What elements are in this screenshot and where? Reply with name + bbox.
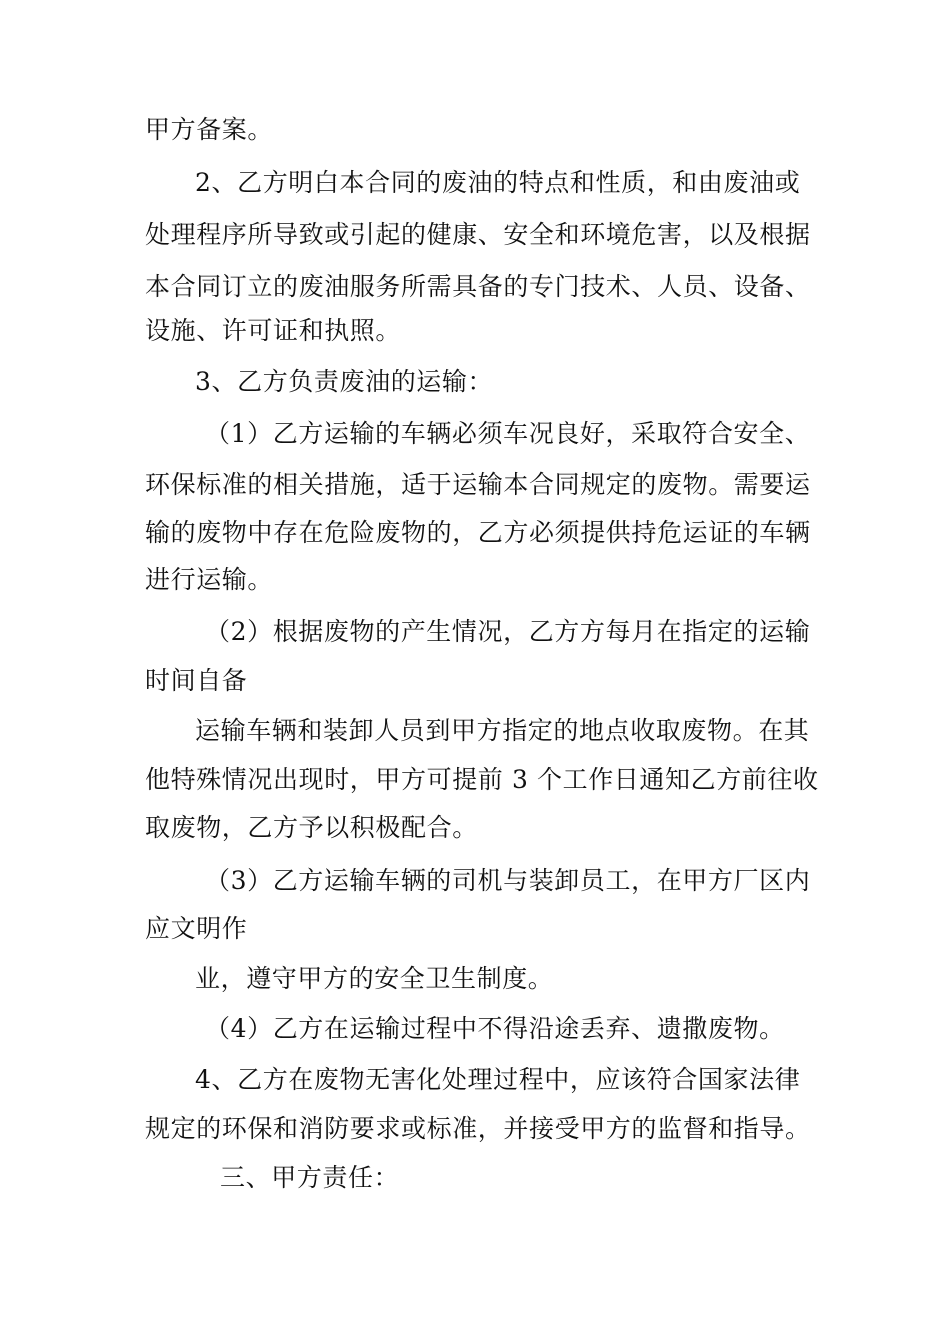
text-line: 处理程序所导致或引起的健康、安全和环境危害，以及根据: [145, 220, 811, 249]
text-line: 时间自备: [145, 666, 248, 695]
text-line: 取废物，乙方予以积极配合。: [145, 813, 478, 842]
text-line: 4、乙方在废物无害化处理过程中，应该符合国家法律: [195, 1065, 801, 1094]
text-line: 进行运输。: [145, 565, 274, 594]
text-line: （1）乙方运输的车辆必须车况良好，采取符合安全、: [205, 419, 811, 448]
text-line: 应文明作: [145, 914, 248, 943]
text-line: 业，遵守甲方的安全卫生制度。: [195, 964, 554, 993]
text-line: 3、乙方负责废油的运输：: [195, 367, 494, 396]
text-line: 输的废物中存在危险废物的，乙方必须提供持危运证的车辆: [145, 518, 811, 547]
text-line: 设施、许可证和执照。: [145, 316, 402, 345]
text-line: 本合同订立的废油服务所需具备的专门技术、人员、设备、: [145, 272, 811, 301]
text-line: 甲方备案。: [145, 115, 274, 144]
section-heading: 三、甲方责任：: [220, 1163, 400, 1192]
text-line: （3）乙方运输车辆的司机与装卸员工，在甲方厂区内: [205, 866, 811, 895]
text-line: 运输车辆和装卸人员到甲方指定的地点收取废物。在其: [195, 716, 810, 745]
text-line: 他特殊情况出现时，甲方可提前 3 个工作日通知乙方前往收: [145, 765, 819, 794]
text-line: 规定的环保和消防要求或标准，并接受甲方的监督和指导。: [145, 1114, 811, 1143]
text-line: （2）根据废物的产生情况，乙方方每月在指定的运输: [205, 617, 811, 646]
text-line: （4）乙方在运输过程中不得沿途丢弃、遗撒废物。: [205, 1014, 785, 1043]
text-line: 2、乙方明白本合同的废油的特点和性质，和由废油或: [195, 168, 801, 197]
text-line: 环保标准的相关措施，适于运输本合同规定的废物。需要运: [145, 470, 811, 499]
